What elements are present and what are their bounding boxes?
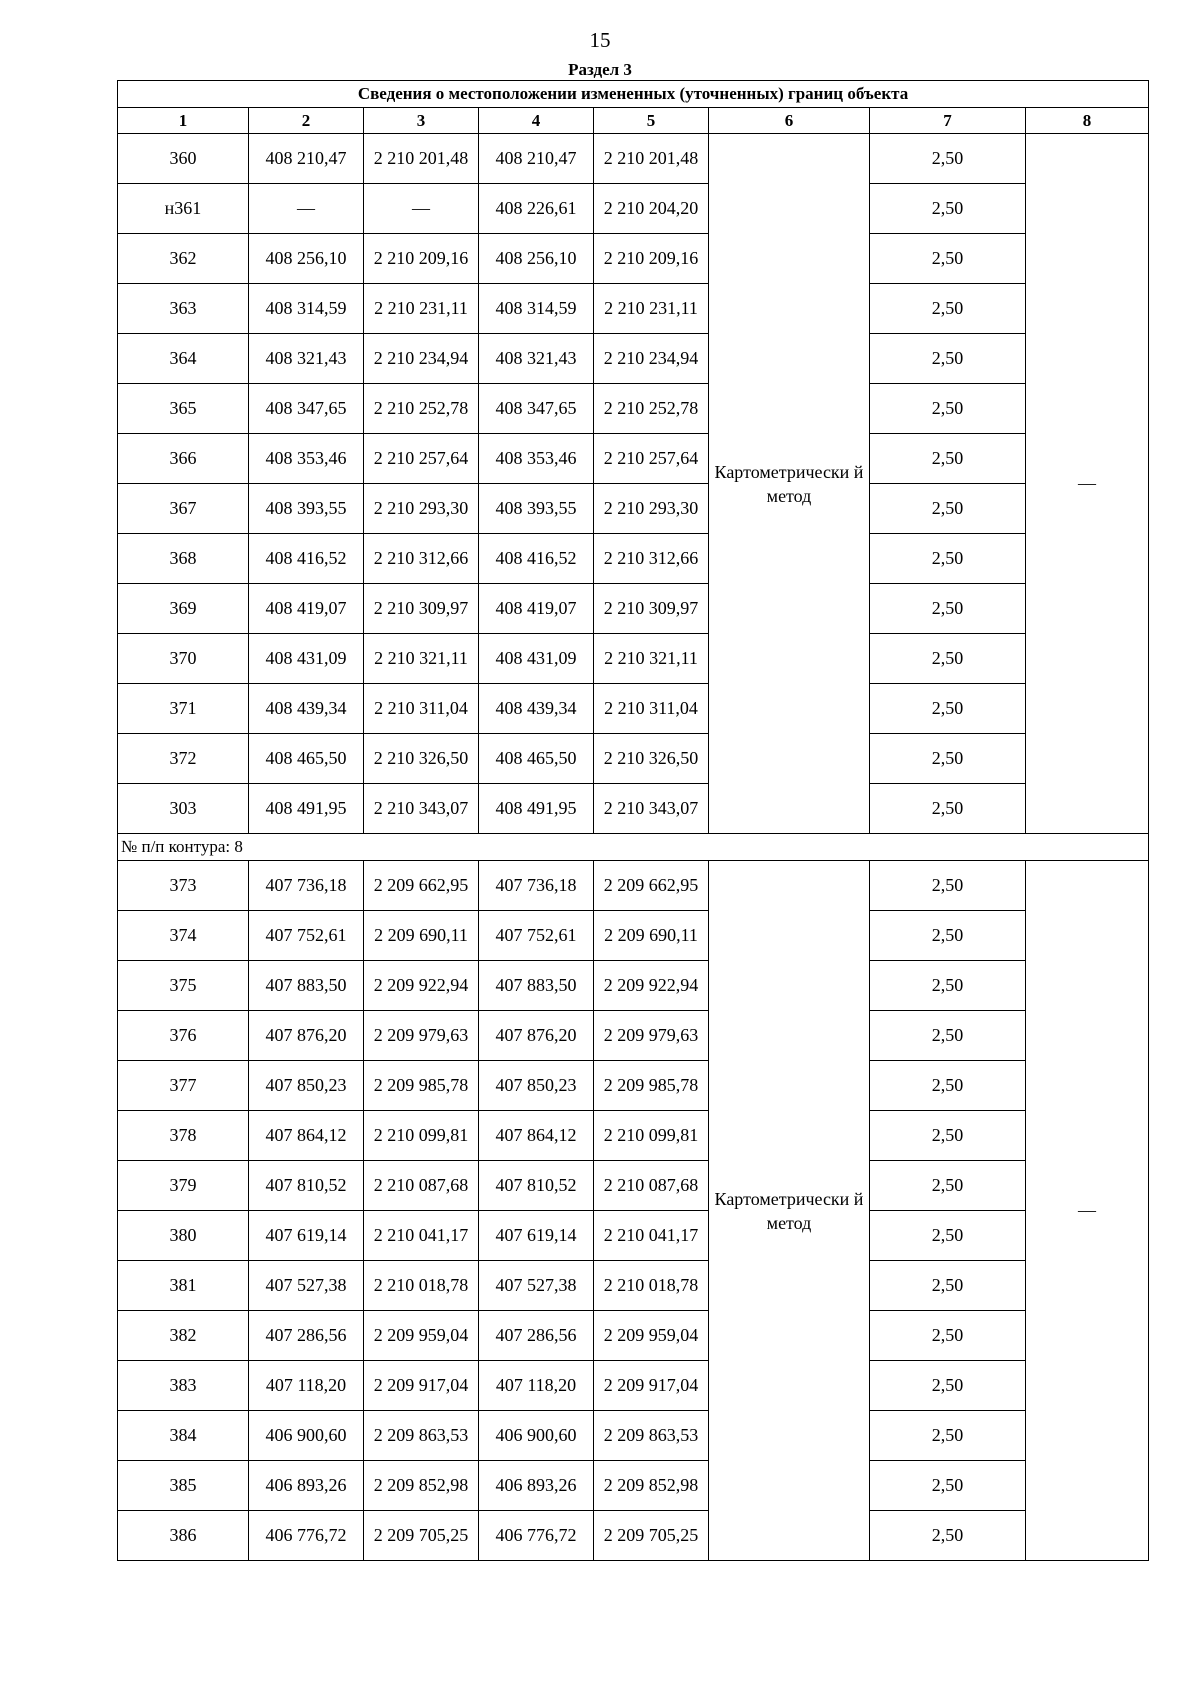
refined-x-cell: 408 314,59 bbox=[479, 284, 594, 334]
existing-y-cell: 2 209 959,04 bbox=[364, 1311, 479, 1361]
existing-y-cell: 2 209 863,53 bbox=[364, 1411, 479, 1461]
refined-x-cell: 407 864,12 bbox=[479, 1111, 594, 1161]
refined-y-cell: 2 210 234,94 bbox=[594, 334, 709, 384]
column-number: 2 bbox=[249, 108, 364, 134]
column-number: 3 bbox=[364, 108, 479, 134]
existing-x-cell: 407 810,52 bbox=[249, 1161, 364, 1211]
refined-x-cell: 407 619,14 bbox=[479, 1211, 594, 1261]
refined-x-cell: 408 419,07 bbox=[479, 584, 594, 634]
method-cell: Картометрически й метод bbox=[709, 861, 870, 1561]
contour-label: № п/п контура: 8 bbox=[118, 834, 1149, 861]
point-number-cell: 379 bbox=[118, 1161, 249, 1211]
existing-x-cell: 408 314,59 bbox=[249, 284, 364, 334]
description-cell: — bbox=[1026, 134, 1149, 834]
existing-x-cell: 408 321,43 bbox=[249, 334, 364, 384]
refined-y-cell: 2 209 705,25 bbox=[594, 1511, 709, 1561]
existing-x-cell: 406 900,60 bbox=[249, 1411, 364, 1461]
table-row bbox=[118, 1261, 1149, 1311]
point-number-cell: 380 bbox=[118, 1211, 249, 1261]
accuracy-cell: 2,50 bbox=[870, 1061, 1026, 1111]
table-row bbox=[118, 961, 1149, 1011]
refined-y-cell: 2 210 209,16 bbox=[594, 234, 709, 284]
existing-y-cell: 2 210 099,81 bbox=[364, 1111, 479, 1161]
point-number-cell: 381 bbox=[118, 1261, 249, 1311]
existing-x-cell: 407 736,18 bbox=[249, 861, 364, 911]
refined-x-cell: 407 286,56 bbox=[479, 1311, 594, 1361]
table-row bbox=[118, 1061, 1149, 1111]
boundary-table bbox=[117, 80, 1149, 1561]
refined-x-cell: 406 776,72 bbox=[479, 1511, 594, 1561]
accuracy-cell: 2,50 bbox=[870, 384, 1026, 434]
refined-x-cell: 407 850,23 bbox=[479, 1061, 594, 1111]
existing-x-cell: 408 210,47 bbox=[249, 134, 364, 184]
existing-y-cell: 2 210 293,30 bbox=[364, 484, 479, 534]
point-number-cell: 365 bbox=[118, 384, 249, 434]
refined-x-cell: 407 876,20 bbox=[479, 1011, 594, 1061]
point-number-cell: 371 bbox=[118, 684, 249, 734]
refined-y-cell: 2 210 309,97 bbox=[594, 584, 709, 634]
table-row bbox=[118, 1161, 1149, 1211]
existing-y-cell: 2 209 917,04 bbox=[364, 1361, 479, 1411]
refined-y-cell: 2 210 252,78 bbox=[594, 384, 709, 434]
existing-x-cell: 407 118,20 bbox=[249, 1361, 364, 1411]
refined-x-cell: 408 465,50 bbox=[479, 734, 594, 784]
existing-x-cell: 408 256,10 bbox=[249, 234, 364, 284]
existing-x-cell: 407 619,14 bbox=[249, 1211, 364, 1261]
column-number: 1 bbox=[118, 108, 249, 134]
existing-x-cell: 408 491,95 bbox=[249, 784, 364, 834]
refined-x-cell: 407 527,38 bbox=[479, 1261, 594, 1311]
refined-y-cell: 2 210 087,68 bbox=[594, 1161, 709, 1211]
existing-x-cell: 408 416,52 bbox=[249, 534, 364, 584]
table-row bbox=[118, 911, 1149, 961]
table-row bbox=[118, 434, 1149, 484]
refined-y-cell: 2 209 690,11 bbox=[594, 911, 709, 961]
accuracy-cell: 2,50 bbox=[870, 1261, 1026, 1311]
existing-y-cell: 2 210 309,97 bbox=[364, 584, 479, 634]
table-row bbox=[118, 334, 1149, 384]
existing-y-cell: 2 210 018,78 bbox=[364, 1261, 479, 1311]
accuracy-cell: 2,50 bbox=[870, 1311, 1026, 1361]
point-number-cell: 360 bbox=[118, 134, 249, 184]
accuracy-cell: 2,50 bbox=[870, 284, 1026, 334]
existing-x-cell: 408 353,46 bbox=[249, 434, 364, 484]
column-number: 7 bbox=[870, 108, 1026, 134]
existing-y-cell: 2 209 662,95 bbox=[364, 861, 479, 911]
point-number-cell: 374 bbox=[118, 911, 249, 961]
point-number-cell: 376 bbox=[118, 1011, 249, 1061]
refined-x-cell: 408 347,65 bbox=[479, 384, 594, 434]
table-row bbox=[118, 784, 1149, 834]
accuracy-cell: 2,50 bbox=[870, 634, 1026, 684]
table-row bbox=[118, 184, 1149, 234]
point-number-cell: 372 bbox=[118, 734, 249, 784]
refined-y-cell: 2 210 041,17 bbox=[594, 1211, 709, 1261]
table-row bbox=[118, 684, 1149, 734]
point-number-cell: 373 bbox=[118, 861, 249, 911]
refined-x-cell: 407 752,61 bbox=[479, 911, 594, 961]
accuracy-cell: 2,50 bbox=[870, 584, 1026, 634]
accuracy-cell: 2,50 bbox=[870, 484, 1026, 534]
column-number: 8 bbox=[1026, 108, 1149, 134]
refined-x-cell: 407 736,18 bbox=[479, 861, 594, 911]
table-row bbox=[118, 1111, 1149, 1161]
accuracy-cell: 2,50 bbox=[870, 1011, 1026, 1061]
table-row bbox=[118, 634, 1149, 684]
table-row bbox=[118, 861, 1149, 911]
column-number: 6 bbox=[709, 108, 870, 134]
table-row bbox=[118, 234, 1149, 284]
accuracy-cell: 2,50 bbox=[870, 861, 1026, 911]
refined-x-cell: 408 431,09 bbox=[479, 634, 594, 684]
existing-y-cell: 2 210 087,68 bbox=[364, 1161, 479, 1211]
point-number-cell: 385 bbox=[118, 1461, 249, 1511]
table-caption: Сведения о местоположении измененных (уточненных) границ объекта bbox=[118, 81, 1149, 108]
refined-y-cell: 2 209 922,94 bbox=[594, 961, 709, 1011]
accuracy-cell: 2,50 bbox=[870, 1361, 1026, 1411]
refined-x-cell: 408 439,34 bbox=[479, 684, 594, 734]
existing-y-cell: 2 210 311,04 bbox=[364, 684, 479, 734]
existing-y-cell: 2 209 852,98 bbox=[364, 1461, 479, 1511]
existing-x-cell: 407 883,50 bbox=[249, 961, 364, 1011]
point-number-cell: 384 bbox=[118, 1411, 249, 1461]
refined-x-cell: 406 893,26 bbox=[479, 1461, 594, 1511]
point-number-cell: 303 bbox=[118, 784, 249, 834]
existing-y-cell: 2 210 209,16 bbox=[364, 234, 479, 284]
existing-y-cell: 2 210 321,11 bbox=[364, 634, 479, 684]
point-number-cell: 377 bbox=[118, 1061, 249, 1111]
point-number-cell: 369 bbox=[118, 584, 249, 634]
contour-row bbox=[118, 834, 1149, 861]
accuracy-cell: 2,50 bbox=[870, 334, 1026, 384]
existing-y-cell: 2 209 979,63 bbox=[364, 1011, 479, 1061]
refined-x-cell: 408 210,47 bbox=[479, 134, 594, 184]
section-title: Раздел 3 bbox=[568, 60, 632, 79]
existing-x-cell: 408 465,50 bbox=[249, 734, 364, 784]
existing-x-cell: 407 864,12 bbox=[249, 1111, 364, 1161]
refined-x-cell: 408 416,52 bbox=[479, 534, 594, 584]
accuracy-cell: 2,50 bbox=[870, 134, 1026, 184]
refined-y-cell: 2 210 201,48 bbox=[594, 134, 709, 184]
accuracy-cell: 2,50 bbox=[870, 961, 1026, 1011]
refined-y-cell: 2 210 204,20 bbox=[594, 184, 709, 234]
existing-y-cell: 2 210 312,66 bbox=[364, 534, 479, 584]
existing-x-cell: 407 752,61 bbox=[249, 911, 364, 961]
existing-y-cell: 2 210 234,94 bbox=[364, 334, 479, 384]
existing-x-cell: 408 439,34 bbox=[249, 684, 364, 734]
existing-x-cell: 406 893,26 bbox=[249, 1461, 364, 1511]
existing-y-cell: 2 210 231,11 bbox=[364, 284, 479, 334]
table-row bbox=[118, 534, 1149, 584]
refined-y-cell: 2 210 311,04 bbox=[594, 684, 709, 734]
existing-y-cell: 2 210 041,17 bbox=[364, 1211, 479, 1261]
existing-y-cell: 2 210 343,07 bbox=[364, 784, 479, 834]
existing-y-cell: 2 210 326,50 bbox=[364, 734, 479, 784]
table-row bbox=[118, 284, 1149, 334]
existing-x-cell: 407 527,38 bbox=[249, 1261, 364, 1311]
existing-y-cell: 2 210 201,48 bbox=[364, 134, 479, 184]
table-row bbox=[118, 134, 1149, 184]
point-number-cell: 386 bbox=[118, 1511, 249, 1561]
refined-x-cell: 408 393,55 bbox=[479, 484, 594, 534]
existing-x-cell: 406 776,72 bbox=[249, 1511, 364, 1561]
refined-y-cell: 2 210 312,66 bbox=[594, 534, 709, 584]
refined-x-cell: 407 118,20 bbox=[479, 1361, 594, 1411]
point-number-cell: 362 bbox=[118, 234, 249, 284]
point-number-cell: 383 bbox=[118, 1361, 249, 1411]
column-number: 5 bbox=[594, 108, 709, 134]
accuracy-cell: 2,50 bbox=[870, 911, 1026, 961]
accuracy-cell: 2,50 bbox=[870, 234, 1026, 284]
refined-y-cell: 2 210 321,11 bbox=[594, 634, 709, 684]
accuracy-cell: 2,50 bbox=[870, 1411, 1026, 1461]
table-row bbox=[118, 1311, 1149, 1361]
existing-y-cell: 2 209 985,78 bbox=[364, 1061, 479, 1111]
table-row bbox=[118, 1361, 1149, 1411]
point-number-cell: 375 bbox=[118, 961, 249, 1011]
column-number: 4 bbox=[479, 108, 594, 134]
page-number: 15 bbox=[589, 28, 611, 52]
accuracy-cell: 2,50 bbox=[870, 1161, 1026, 1211]
point-number-cell: 366 bbox=[118, 434, 249, 484]
accuracy-cell: 2,50 bbox=[870, 1511, 1026, 1561]
refined-y-cell: 2 210 018,78 bbox=[594, 1261, 709, 1311]
refined-y-cell: 2 209 662,95 bbox=[594, 861, 709, 911]
point-number-cell: 368 bbox=[118, 534, 249, 584]
point-number-cell: 370 bbox=[118, 634, 249, 684]
refined-x-cell: 407 883,50 bbox=[479, 961, 594, 1011]
accuracy-cell: 2,50 bbox=[870, 734, 1026, 784]
point-number-cell: 382 bbox=[118, 1311, 249, 1361]
accuracy-cell: 2,50 bbox=[870, 784, 1026, 834]
refined-y-cell: 2 209 852,98 bbox=[594, 1461, 709, 1511]
table-row bbox=[118, 1411, 1149, 1461]
table-row bbox=[118, 734, 1149, 784]
existing-x-cell: 407 876,20 bbox=[249, 1011, 364, 1061]
existing-x-cell: 407 286,56 bbox=[249, 1311, 364, 1361]
refined-y-cell: 2 209 979,63 bbox=[594, 1011, 709, 1061]
refined-y-cell: 2 210 099,81 bbox=[594, 1111, 709, 1161]
refined-x-cell: 408 256,10 bbox=[479, 234, 594, 284]
refined-y-cell: 2 210 343,07 bbox=[594, 784, 709, 834]
table-row bbox=[118, 1461, 1149, 1511]
table-row bbox=[118, 384, 1149, 434]
refined-y-cell: 2 209 863,53 bbox=[594, 1411, 709, 1461]
existing-x-cell: — bbox=[249, 184, 364, 234]
refined-x-cell: 408 321,43 bbox=[479, 334, 594, 384]
refined-y-cell: 2 210 326,50 bbox=[594, 734, 709, 784]
point-number-cell: 378 bbox=[118, 1111, 249, 1161]
refined-y-cell: 2 210 293,30 bbox=[594, 484, 709, 534]
refined-y-cell: 2 209 985,78 bbox=[594, 1061, 709, 1111]
existing-x-cell: 408 431,09 bbox=[249, 634, 364, 684]
existing-x-cell: 408 419,07 bbox=[249, 584, 364, 634]
point-number-cell: н361 bbox=[118, 184, 249, 234]
point-number-cell: 363 bbox=[118, 284, 249, 334]
existing-y-cell: 2 209 922,94 bbox=[364, 961, 479, 1011]
refined-y-cell: 2 210 257,64 bbox=[594, 434, 709, 484]
refined-y-cell: 2 209 959,04 bbox=[594, 1311, 709, 1361]
refined-x-cell: 408 353,46 bbox=[479, 434, 594, 484]
accuracy-cell: 2,50 bbox=[870, 534, 1026, 584]
existing-y-cell: 2 210 257,64 bbox=[364, 434, 479, 484]
accuracy-cell: 2,50 bbox=[870, 1461, 1026, 1511]
refined-x-cell: 408 226,61 bbox=[479, 184, 594, 234]
existing-y-cell: 2 210 252,78 bbox=[364, 384, 479, 434]
refined-x-cell: 406 900,60 bbox=[479, 1411, 594, 1461]
refined-y-cell: 2 209 917,04 bbox=[594, 1361, 709, 1411]
table-row bbox=[118, 1011, 1149, 1061]
existing-y-cell: — bbox=[364, 184, 479, 234]
table-row bbox=[118, 484, 1149, 534]
existing-y-cell: 2 209 705,25 bbox=[364, 1511, 479, 1561]
existing-x-cell: 407 850,23 bbox=[249, 1061, 364, 1111]
refined-x-cell: 407 810,52 bbox=[479, 1161, 594, 1211]
method-cell: Картометрически й метод bbox=[709, 134, 870, 834]
table-row bbox=[118, 1211, 1149, 1261]
accuracy-cell: 2,50 bbox=[870, 434, 1026, 484]
point-number-cell: 364 bbox=[118, 334, 249, 384]
accuracy-cell: 2,50 bbox=[870, 184, 1026, 234]
point-number-cell: 367 bbox=[118, 484, 249, 534]
existing-x-cell: 408 347,65 bbox=[249, 384, 364, 434]
existing-x-cell: 408 393,55 bbox=[249, 484, 364, 534]
accuracy-cell: 2,50 bbox=[870, 1111, 1026, 1161]
table-row bbox=[118, 584, 1149, 634]
refined-y-cell: 2 210 231,11 bbox=[594, 284, 709, 334]
refined-x-cell: 408 491,95 bbox=[479, 784, 594, 834]
accuracy-cell: 2,50 bbox=[870, 684, 1026, 734]
description-cell: — bbox=[1026, 861, 1149, 1561]
existing-y-cell: 2 209 690,11 bbox=[364, 911, 479, 961]
accuracy-cell: 2,50 bbox=[870, 1211, 1026, 1261]
table-row bbox=[118, 1511, 1149, 1561]
